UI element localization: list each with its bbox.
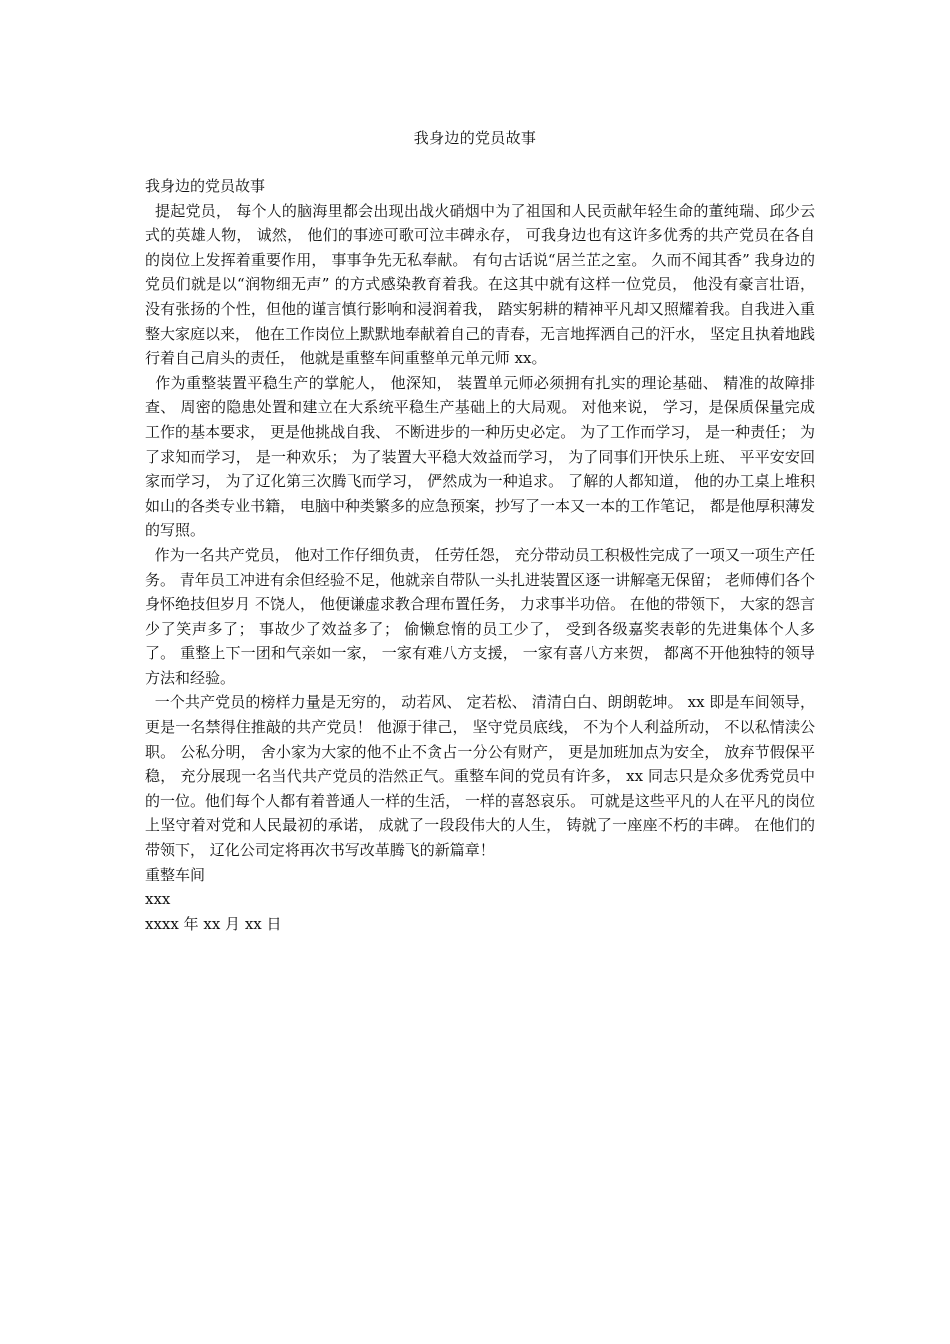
document-title: 我身边的党员故事	[413, 129, 537, 147]
paragraph-2: 作为重整装置平稳生产的掌舵人， 他深知， 装置单元师必须拥有扎实的理论基础、 精准的故障排查、 周密的隐患处置和建立在大系统平稳生产基础上的大局观。 对他来说， 学习，是保质保量完成工作的基本要求， 更是他挑战自我、 不断进步的一种历史必定。 为了工作而学习， 是一种责任； 为了求知而学习， 是一种欢乐； 为了装置大平稳大效益而学习， 为了同事们开快乐上班、 平平安安回家而学习， 为了辽化第三次腾飞而学习， 俨然成为一种追求。 了解的人都知道， 他的办工桌上堆积如山的各类专业书籍， 电脑中种类繁多的应急预案，抄写了一本又一本的工作笔记， 都是他厚积薄发的写照。	[145, 373, 815, 540]
signature-author: xxx	[145, 890, 171, 909]
signature-date: xxxx 年 xx 月 xx 日	[145, 914, 282, 933]
paragraph-1: 提起党员， 每个人的脑海里都会出现出战火硝烟中为了祖国和人民贡献年轻生命的董纯瑞、邱少云式的英雄人物， 诚然， 他们的事迹可歌可泣丰碑永存， 可我身边也有这许多优秀的共产党员在各自的岗位上发挥着重要作用， 事事争先无私奉献。 有句古话说“居兰芷之室。 久而不闻其香” 我身边的党员们就是以“润物细无声” 的方式感染教育着我。在这其中就有这样一位党员， 他没有豪言壮语， 没有张扬的个性，但他的谨言慎行影响和浸润着我， 踏实躬耕的精神平凡却又照耀着我。自我进入重整大家庭以来， 他在工作岗位上默默地奉献着自己的青春，无言地挥洒自己的汗水， 坚定且执着地践行着自己肩头的责任， 他就是重整车间重整单元单元师 xx。	[145, 201, 820, 368]
paragraph-3: 作为一名共产党员， 他对工作仔细负责， 任劳任怨， 充分带动员工积极性完成了一项又一项生产任务。 青年员工冲进有余但经验不足，他就亲自带队一头扎进装置区逐一讲解毫无保留； 老师傅们各个身怀绝技但岁月 不饶人， 他便谦虚求教合理布置任务， 力求事半功倍。 在他的带领下， 大家的怨言少了笑声多了； 事故少了效益多了； 偷懒怠惰的员工少了， 受到各级嘉奖表彰的先进集体个人多了。 重整上下一团和气亲如一家， 一家有难八方支援， 一家有喜八方来贺， 都离不开他独特的领导方法和经验。	[145, 545, 815, 687]
document-body	[145, 174, 820, 936]
paragraph-4: 一个共产党员的榜样力量是无穷的， 动若风、 定若松、 清清白白、朗朗乾坤。 xx 即是车间领导， 更是一名禁得住推敲的共产党员！ 他源于律己， 坚守党员底线， 不为个人利益所动， 不以私情渎公职。 公私分明， 舍小家为大家的他不止不贪占一分公有财产， 更是加班加点为安全， 放弃节假保平稳， 充分展现一名当代共产党员的浩然正气。重整车间的党员有许多， xx 同志只是众多优秀党员中的一位。他们每个人都有着普通人一样的生活， 一样的喜怒哀乐。 可就是这些平凡的人在平凡的岗位上坚守着对党和人民最初的承诺， 成就了一段段伟大的人生， 铸就了一座座不朽的丰碑。 在他们的带领下， 辽化公司定将再次书写改革腾飞的新篇章！	[145, 693, 820, 860]
signature-unit: 重整车间	[145, 865, 206, 884]
document-heading: 我身边的党员故事	[145, 177, 266, 195]
